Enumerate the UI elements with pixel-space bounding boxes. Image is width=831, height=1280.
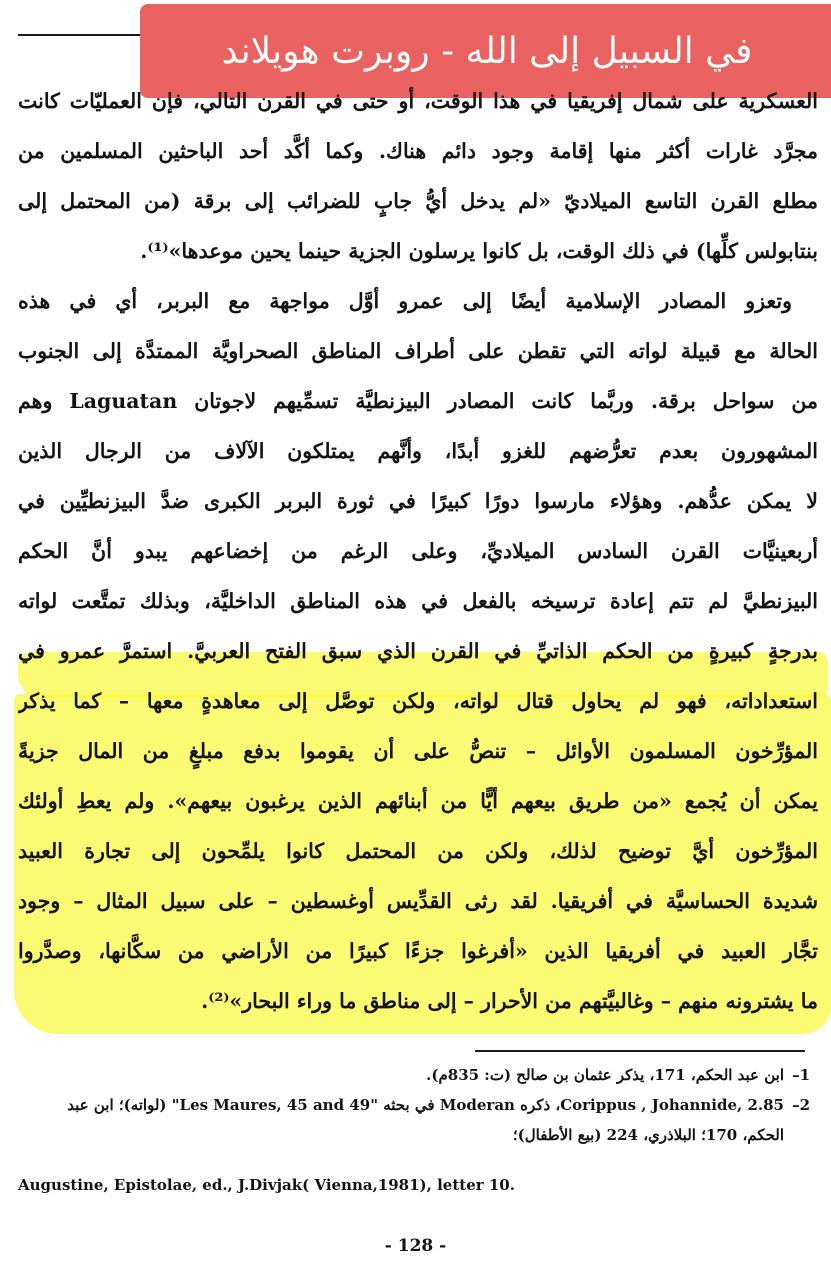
text-line: استعداداته، فهو لم يحاول قتال لواته، ولكن توصَّل إلى معاهدةٍ معها – كما يذكر: [18, 689, 818, 713]
banner-title: في السبيل إلى الله - روبرت هويلاند: [221, 30, 753, 72]
latin-reference: Augustine, Epistolae, ed., J.Divjak( Vienna,1981), letter 10.: [18, 1176, 515, 1194]
text-line: مجرَّد غارات أكثر منها إقامة وجود دائم هناك. وكما أكَّد أحد الباحثين المسلمين من: [18, 139, 818, 163]
footnote-separator: [475, 1050, 805, 1052]
body-text: [18, 76, 818, 1026]
text-line: المؤرِّخون المسلمون الأوائل – تنصُّ على أن يقوموا بدفع مبلغٍ من المال جزيةً: [18, 739, 818, 763]
footnote-text: Corippus , Johannide, 2.85، ذكره Moderan في بحثه "Les Maures, 45 and 49" (لواته)؛ ابن عبد: [67, 1096, 784, 1114]
footnote-1: [18, 1060, 810, 1090]
text-line: بدرجةٍ كبيرةٍ من الحكم الذاتيِّ في القرن الذي سبق الفتح العربيَّ. استمرَّ عمرو في: [18, 639, 818, 663]
footnote-number: 1–: [792, 1066, 810, 1084]
text-line: شديدة الحساسيَّة في أفريقيا. لقد رثى القدِّيس أوغسطين – على سبيل المثال – وجود: [18, 889, 818, 913]
text-line: ما يشترونه منهم – وغالبيَّتهم من الأحرار – إلى مناطق ما وراء البحار»⁽²⁾.: [201, 989, 818, 1013]
text-line: لا يمكن عدُّهم. وهؤلاء مارسوا دورًا كبيرًا في ثورة البربر الكبرى ضدَّ البيزنطيِّين في: [18, 489, 818, 513]
footnotes: [18, 1060, 810, 1150]
footnote-2: [18, 1090, 810, 1120]
footnote-number: 2–: [792, 1096, 810, 1114]
text-line: يمكن أن يُجمع «من طريق بيعهم أيًّا من أبنائهم الذين يرغبون بيعهم». ولم يعطِ أولئك: [18, 789, 818, 813]
text-line: المؤرِّخون أيَّ توضيح لذلك، ولكن من المحتمل كانوا يلمِّحون إلى تجارة العبيد: [18, 839, 818, 863]
text-line: مطلع القرن التاسع الميلاديّ «لم يدخل أيُّ جابٍ للضرائب إلى برقة (من المحتمل إلى: [18, 189, 818, 213]
text-line: من سواحل برقة. وربَّما كانت المصادر البيزنطيَّة تسمِّيهم لاجوتان Laguatan وهم: [18, 389, 818, 413]
footnote-text: ابن عبد الحكم، 171، يذكر عثمان بن صالح (ت: 835م).: [426, 1066, 784, 1084]
page-number: - 128 -: [384, 1236, 447, 1256]
footnote-2-continuation: الحكم، 170؛ البلاذري، 224 (بيع الأطفال)؛: [512, 1126, 784, 1144]
text-line: بنتابولس كلِّها) في ذلك الوقت، بل كانوا يرسلون الجزية حينما يحين موعدها»⁽¹⁾.: [140, 239, 818, 263]
text-line: وتعزو المصادر الإسلامية أيضًا إلى عمرو أوَّل مواجهة مع البربر، أي في هذه: [18, 289, 792, 313]
text-line: الحالة مع قبيلة لواته التي تقطن على أطراف المناطق الصحراويَّة الممتدَّة إلى الجنوب: [18, 339, 818, 363]
text-line: المشهورون بعدم تعرُّضهم للغزو أبدًا، وأنَّهم يمتلكون الآلاف من الرجال الذين: [18, 439, 818, 463]
text-line: أربعينيَّات القرن السادس الميلاديِّ، وعلى الرغم من إخضاعهم يبدو أنَّ الحكم: [18, 539, 818, 563]
text-line: العسكرية على شمال إفريقيا في هذا الوقت، أو حتى في القرن التالي، فإن العمليّات كانت: [18, 89, 818, 113]
text-line: تجَّار العبيد في أفريقيا الذين «أفرغوا جزءًا كبيرًا من الأراضي من سكَّانها، وصدَّروا: [18, 939, 818, 963]
text-line: البيزنطيَّ لم تتم إعادة ترسيخه بالفعل في هذه المناطق الداخليَّة، وبذلك تمتَّعت لواته: [18, 589, 818, 613]
